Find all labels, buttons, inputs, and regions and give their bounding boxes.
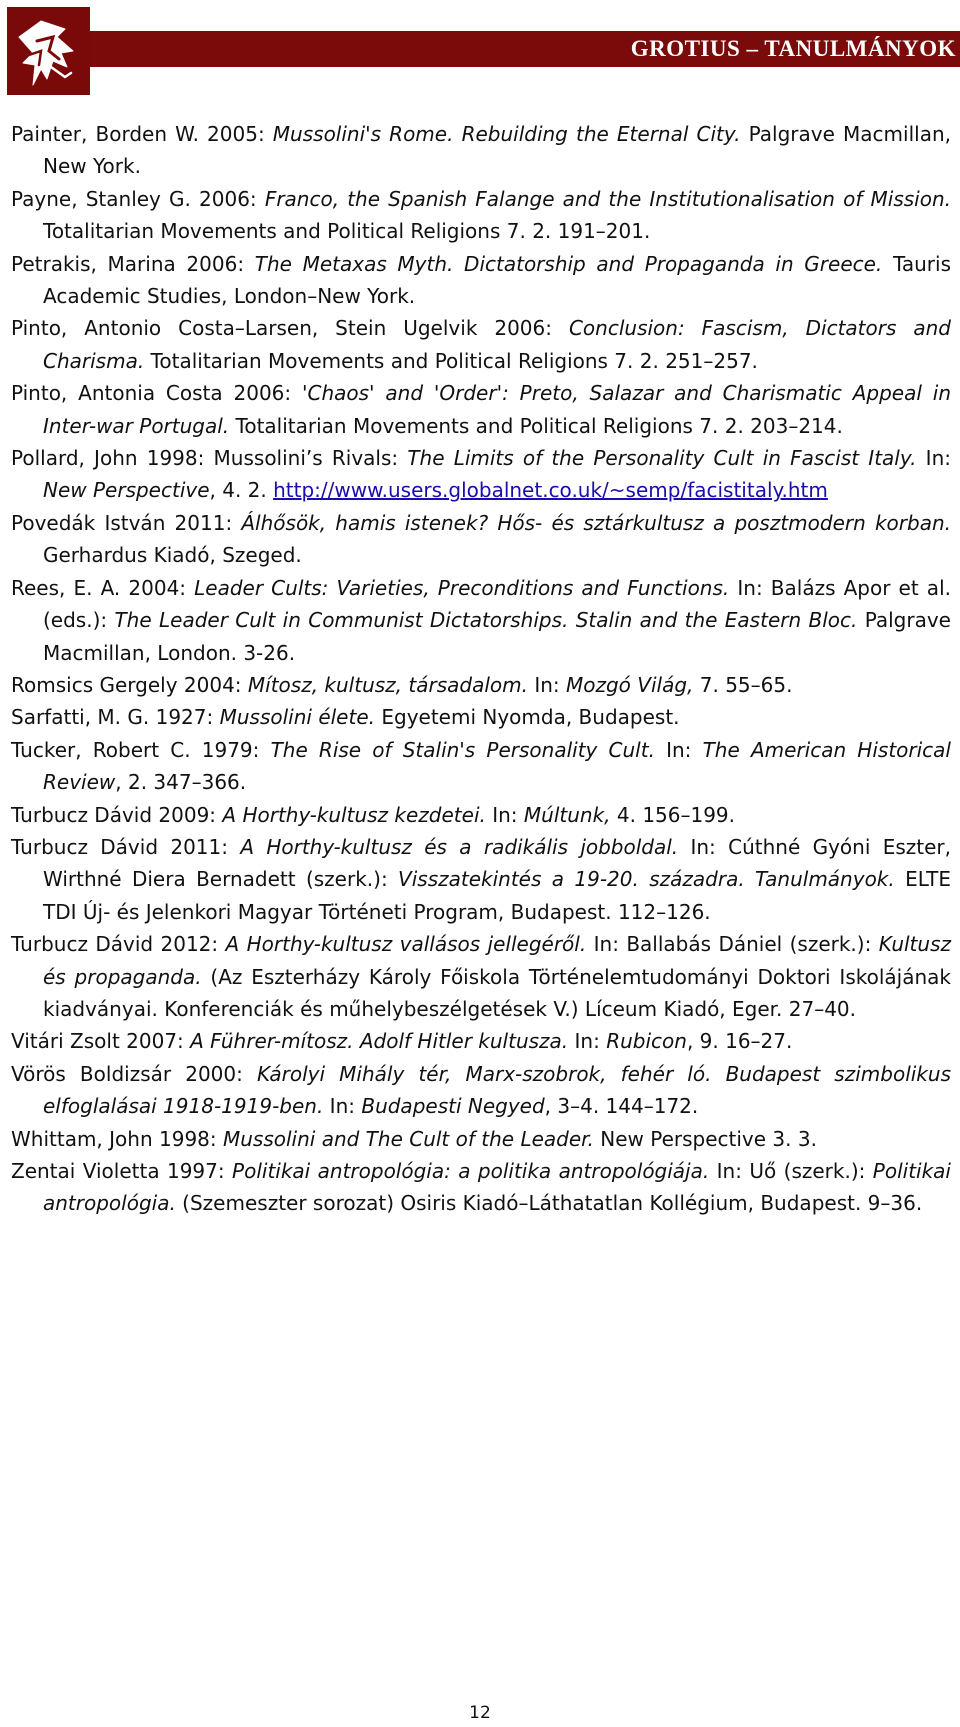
- entry-title-italic: The Limits of the Personality Cult in Fascist Italy.: [407, 446, 917, 471]
- bibliography-entry: [11, 312, 951, 377]
- bibliography-entry: [11, 1155, 951, 1220]
- bibliography-entry: [11, 442, 951, 507]
- entry-title-italic: Politikai antropológia.: [43, 1159, 951, 1216]
- entry-text: 4. 156–199.: [610, 802, 736, 827]
- entry-title-italic: A Horthy-kultusz és a radikális jobboldal.: [240, 834, 679, 859]
- bibliography-entry: [11, 377, 951, 442]
- entry-text: In: Uő (szerk.):: [709, 1159, 873, 1183]
- page-number: 12: [469, 1703, 491, 1723]
- bibliography-entry: [11, 1058, 951, 1123]
- bibliography-entry: [11, 669, 951, 701]
- entry-title-italic: Mussolini and The Cult of the Leader.: [222, 1126, 594, 1151]
- entry-text: In:: [527, 672, 566, 697]
- journal-title: GROTIUS – TANULMÁNYOK: [630, 36, 956, 61]
- entry-title-italic: A Führer-mítosz. Adolf Hitler kultusza.: [190, 1029, 569, 1054]
- entry-text: Gerhardus Kiadó, Szeged.: [43, 543, 302, 568]
- entry-title-italic: Politikai antropológia: a politika antropológiája.: [232, 1159, 710, 1183]
- entry-title-italic: The Metaxas Myth. Dictatorship and Propaganda in Greece.: [254, 251, 883, 276]
- entry-text: Totalitarian Movements and Political Religions 7. 2. 203–214.: [229, 413, 843, 438]
- entry-text: Zentai Violetta 1997:: [11, 1159, 233, 1183]
- bibliography-entry: [11, 248, 951, 313]
- entry-text: New Perspective 3. 3.: [593, 1126, 817, 1151]
- entry-text: Pinto, Antonio Costa–Larsen, Stein Ugelvik 2006:: [11, 316, 569, 341]
- entry-text: , 4. 2.: [209, 478, 274, 503]
- bibliography-entry: [11, 799, 951, 831]
- entry-text: Petrakis, Marina 2006:: [11, 251, 255, 276]
- entry-text: Turbucz Dávid 2011:: [11, 834, 241, 859]
- entry-title-italic: A Horthy-kultusz kezdetei.: [222, 802, 486, 827]
- entry-text: , 3–4. 144–172.: [544, 1094, 699, 1119]
- entry-text: Pollard, John 1998: Mussolini’s Rivals:: [11, 446, 408, 471]
- entry-text: Tucker, Robert C. 1979:: [11, 737, 271, 762]
- entry-text: Totalitarian Movements and Political Religions 7. 2. 251–257.: [144, 348, 758, 373]
- entry-title-italic: Károlyi Mihály tér, Marx-szobrok, fehér ló. Budapest szimbolikus elfoglalásai 1918-1919-ben.: [43, 1061, 951, 1119]
- entry-title-italic: The American Historical Review: [43, 737, 951, 795]
- entry-text: In: Cúthné Gyóni Eszter, Wirthné Diera Bernadett (szerk.):: [43, 834, 951, 892]
- entry-title-italic: Leader Cults: Varieties, Preconditions and Functions.: [194, 575, 730, 600]
- bibliography-entry: [11, 1025, 951, 1057]
- entry-text: In:: [654, 737, 703, 762]
- entry-text: In: Balázs Apor et al. (eds.):: [43, 575, 951, 633]
- entry-text: In:: [485, 802, 524, 827]
- entry-title-italic: Budapesti Negyed: [361, 1094, 545, 1119]
- entry-text: Payne, Stanley G. 2006:: [11, 186, 265, 211]
- entry-text: Pinto, Antonia Costa 2006:: [11, 381, 302, 406]
- entry-text: Turbucz Dávid 2012:: [11, 932, 226, 957]
- entry-text: 7. 55–65.: [693, 672, 793, 697]
- bibliography-list: [11, 118, 951, 1220]
- page-header: [7, 7, 956, 97]
- entry-title-italic: Mozgó Világ,: [566, 672, 694, 697]
- entry-text: Totalitarian Movements and Political Religions 7. 2. 191–201.: [43, 219, 651, 244]
- entry-text: (Szemeszter sorozat) Osiris Kiadó–Láthatatlan Kollégium, Budapest. 9–36.: [175, 1191, 923, 1216]
- entry-title-italic: New Perspective: [43, 478, 210, 503]
- entry-title-italic: Visszatekintés a 19-20. századra. Tanulmányok.: [398, 867, 895, 892]
- entry-title-italic: Mussolini élete.: [219, 705, 375, 730]
- bibliography-entry: [11, 118, 951, 183]
- entry-title-italic: The Rise of Stalin's Personality Cult.: [270, 737, 655, 762]
- entry-text: Egyetemi Nyomda, Budapest.: [375, 705, 680, 730]
- grotius-bird-logo-icon: [7, 7, 90, 95]
- entry-title-italic: Franco, the Spanish Falange and the Institutionalisation of Mission.: [264, 186, 951, 211]
- entry-text: In:: [568, 1029, 607, 1054]
- entry-text: In: Ballabás Dániel (szerk.):: [586, 932, 879, 957]
- entry-title-italic: Rubicon: [606, 1029, 687, 1054]
- header-title-bar: [90, 31, 960, 67]
- entry-text: Palgrave Macmillan, London. 3-26.: [43, 608, 951, 665]
- entry-title-italic: 'Chaos' and 'Order': Preto, Salazar and Charismatic Appeal in Inter-war Portugal.: [43, 381, 951, 438]
- entry-text: Romsics Gergely 2004:: [11, 672, 248, 697]
- entry-text: Turbucz Dávid 2009:: [11, 802, 223, 827]
- entry-text: Vitári Zsolt 2007:: [11, 1029, 191, 1054]
- entry-text: Whittam, John 1998:: [11, 1126, 223, 1151]
- entry-title-italic: The Leader Cult in Communist Dictatorships. Stalin and the Eastern Bloc.: [114, 608, 858, 633]
- bibliography-entry: [11, 701, 951, 733]
- entry-text: Povedák István 2011:: [11, 510, 242, 535]
- entry-text: In:: [323, 1094, 362, 1119]
- entry-text: ELTE TDI Új- és Jelenkori Magyar Történeti Program, Budapest. 112–126.: [43, 867, 951, 924]
- bibliography-entry: [11, 928, 951, 1025]
- bibliography-entry: [11, 831, 951, 928]
- entry-text: In:: [916, 446, 951, 471]
- entry-title-italic: Mítosz, kultusz, társadalom.: [247, 672, 528, 697]
- entry-text: Rees, E. A. 2004:: [11, 575, 195, 600]
- entry-title-italic: Conclusion: Fascism, Dictators and Charisma.: [43, 316, 951, 373]
- entry-text: (Az Eszterházy Károly Főiskola Történelemtudományi Doktori Iskolájának kiadványai. Konferenciák és műhelybeszélgetések V.) Líceum Kiadó, Eger. 27–40.: [43, 964, 951, 1021]
- entry-title-italic: A Horthy-kultusz vallásos jellegéről.: [225, 932, 587, 957]
- entry-text: Vörös Boldizsár 2000:: [11, 1061, 257, 1086]
- entry-title-italic: Kultusz és propaganda.: [43, 932, 951, 989]
- entry-title-italic: Álhősök, hamis istenek? Hős- és sztárkultusz a posztmodern korban.: [241, 510, 951, 535]
- entry-text: Palgrave Macmillan, New York.: [43, 122, 951, 179]
- entry-text: , 2. 347–366.: [115, 770, 247, 795]
- bibliography-entry: [11, 183, 951, 248]
- entry-title-italic: Múltunk,: [523, 802, 611, 827]
- reference-link[interactable]: http://www.users.globalnet.co.uk/~semp/facistitaly.htm: [273, 478, 828, 503]
- bibliography-entry: [11, 1123, 951, 1155]
- entry-title-italic: Mussolini's Rome. Rebuilding the Eternal City.: [272, 122, 741, 146]
- entry-text: Tauris Academic Studies, London–New York.: [43, 251, 951, 309]
- entry-text: Painter, Borden W. 2005:: [11, 122, 273, 146]
- bibliography-entry: [11, 734, 951, 799]
- bibliography-entry: [11, 507, 951, 572]
- entry-text: , 9. 16–27.: [686, 1029, 793, 1054]
- entry-text: Sarfatti, M. G. 1927:: [11, 705, 220, 730]
- bibliography-entry: [11, 572, 951, 669]
